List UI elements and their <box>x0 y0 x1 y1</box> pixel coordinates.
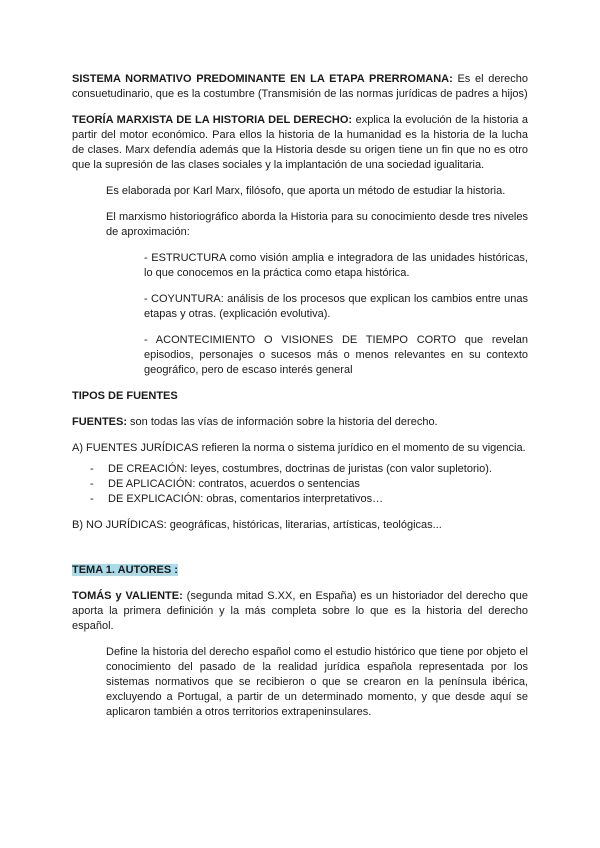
fuentes-def-text: son todas las vías de información sobre la historia del derecho. <box>127 416 438 428</box>
nivel-coyuntura: - COYUNTURA: análisis de los procesos que explican los cambios entre unas etapas y otras. (explicación evolutiva). <box>144 293 528 320</box>
fuentes-title: TIPOS DE FUENTES <box>72 390 178 402</box>
document-page <box>72 72 528 720</box>
marxismo-paragraph: El marxismo historiográfico aborda la Historia para su conocimiento desde tres niveles de aproximación: <box>106 211 528 238</box>
marxista-paragraph <box>72 113 528 173</box>
fuentes-definition <box>72 415 528 430</box>
marx-paragraph: Es elaborada por Karl Marx, filósofo, que aporta un método de estudiar la historia. <box>106 185 506 197</box>
list-item: - DE EXPLICACIÓN: obras, comentarios interpretativos… <box>90 493 384 505</box>
list-item: - DE CREACIÓN: leyes, costumbres, doctrinas de juristas (con valor supletorio). <box>90 463 492 475</box>
sistema-paragraph <box>72 72 528 102</box>
sistema-text: Es el derecho consuetudinario, que es la costumbre (Transmisión de las normas jurídicas de padres a hijos) <box>72 73 528 100</box>
fuentes-no-juridicas: B) NO JURÍDICAS: geográficas, históricas, literarias, artísticas, teológicas... <box>72 519 442 531</box>
fuentes-juridicas-list <box>72 462 528 507</box>
nivel-acontecimiento: - ACONTECIMIENTO O VISIONES DE TIEMPO CORTO que revelan episodios, personajes o sucesos más o menos relevantes en su contexto geográfico, pero de escaso interés general <box>144 334 528 376</box>
tomas-heading: TOMÁS y VALIENTE: <box>72 590 183 602</box>
sistema-heading: SISTEMA NORMATIVO PREDOMINANTE EN LA ETAPA PRERROMANA: <box>72 73 453 85</box>
fuentes-def-heading: FUENTES: <box>72 416 127 428</box>
tomas-text: (segunda mitad S.XX, en España) es un historiador del derecho que aporta la primera definición y la más completa sobre lo que es la historia del derecho español. <box>72 590 528 632</box>
marxista-heading: TEORÍA MARXISTA DE LA HISTORIA DEL DERECHO: <box>72 114 353 126</box>
tomas-paragraph <box>72 589 528 634</box>
nivel-estructura: - ESTRUCTURA como visión amplia e integradora de las unidades históricas, lo que conocemos en la práctica como etapa histórica. <box>144 252 528 279</box>
list-item: - DE APLICACIÓN: contratos, acuerdos o sentencias <box>90 478 360 490</box>
marxista-text: explica la evolución de la historia a partir del motor económico. Para ellos la historia de la humanidad es la historia de la lucha de clases. Marx defendía además que la Historia desde su origen tiene un fin que no es otro que la supresión de las clases sociales y la implantación de una sociedad igualitaria. <box>72 114 528 171</box>
define-paragraph: Define la historia del derecho español como el estudio histórico que tiene por objeto el conocimiento del pasado de la realidad jurídica española representada por los sistemas normativos que se recibieron o que se crearon en la península ibérica, excluyendo a Portugal, a partir de un determinado momento, y que desde aquí se aplicaron también a otros territorios extrapeninsulares. <box>106 646 528 718</box>
fuentes-juridicas: A) FUENTES JURÍDICAS refieren la norma o sistema jurídico en el momento de su vigencia. <box>72 442 526 454</box>
tema-title: TEMA 1. AUTORES : <box>72 564 178 576</box>
